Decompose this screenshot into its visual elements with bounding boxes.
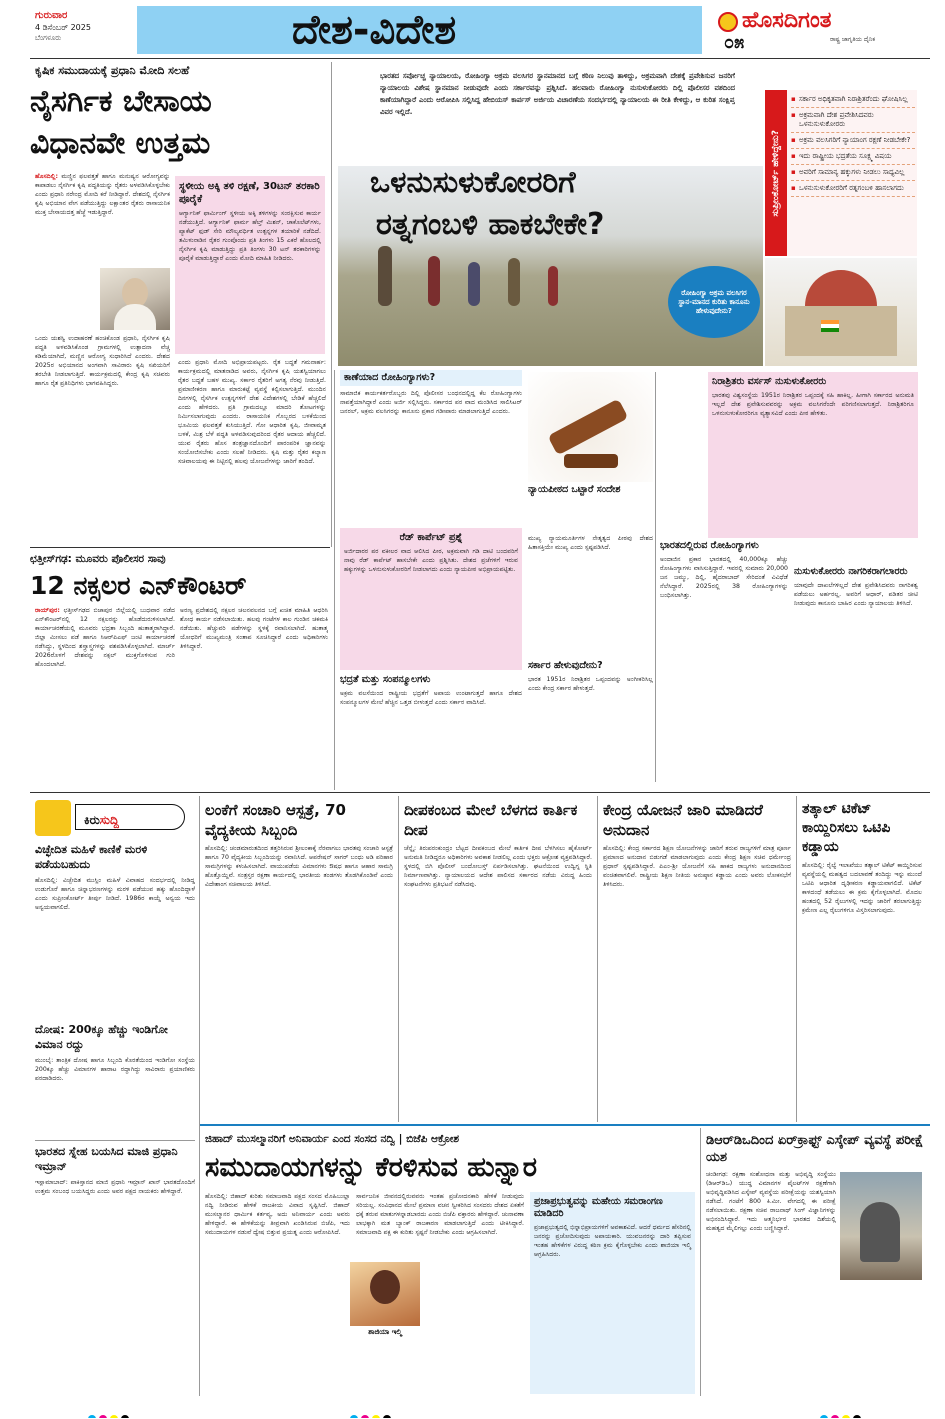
registration-marks-center — [350, 1408, 410, 1418]
drdo-title: ಡಿಆರ್‌ಡಿಒದಿಂದ ಏರ್‌ಕ್ರಾಫ್ಟ್ ಎಸ್ಕೇಪ್ ವ್ಯವಸ್ಥೆ ಪರೀಕ್ಷೆ ಯಶ — [706, 1133, 924, 1165]
sc-label: ಸುಪ್ರೀಂಕೋರ್ಟ್ ಹೇಳಿದ್ದೇನು? — [765, 90, 787, 256]
sc-point: ▪ ಒಳನುಸುಳುಕೋರರಿಗೆ ರತ್ನಗಂಬಳಿ ಹಾಸಲಾಗದು — [791, 181, 915, 197]
citizen-body: ಯಾವುದೇ ದಾಖಲೆಗಳಿಲ್ಲದೆ ದೇಶ ಪ್ರವೇಶಿಸಿದವರು ನಾಗರಿಕತ್ವ ಪಡೆಯಲು ಅರ್ಹರಲ್ಲ. ಅವರಿಗೆ ಆಧಾರ್, ಪಡಿತರ ಚೀಟಿ ನೀಡುವುದು ಕಾನೂನು ಬಾಹಿರ ಎಂದು ನ್ಯಾಯಾಲಯ ತಿಳಿಸಿದೆ. — [794, 582, 918, 607]
sc-point: ▪ ಅಕ್ರಮ ವಲಸಿಗರಿಗೆ ನ್ಯಾಯಾಂಗ ರಕ್ಷಣೆ ನೀಡಬೇಕೇ? — [791, 133, 915, 149]
drdo-photo — [840, 1172, 922, 1280]
deepa-body: ಚೆನ್ನೈ: ತಿರುಪರಂಕುಂದ್ರಂ ಬೆಟ್ಟದ ದೀಪಕಂಬದ ಮೇಲೆ ಕಾರ್ತಿಕ ದೀಪ ಬೆಳಗಿಸಲು ಹೈಕೋರ್ಟ್ ಅನುಮತಿ ನೀಡಿದ್ದರೂ ಅಧಿಕಾರಿಗಳು ಅವಕಾಶ ನೀಡಲಿಲ್ಲ ಎಂದು ಭಕ್ತರು ಆಕ್ರೋಶ ವ್ಯಕ್ತಪಡಿಸಿದ್ದಾರೆ. ಸ್ಥಳದಲ್ಲಿ ಬಿಗಿ ಪೊಲೀಸ್ ಬಂದೋಬಸ್ತ್ ಏರ್ಪಡಿಸಲಾಗಿತ್ತು. ಘಟನೆಯಿಂದ ಉದ್ವಿಗ್ನ ಸ್ಥಿತಿ ನಿರ್ಮಾಣವಾಗಿತ್ತು. ನ್ಯಾಯಾಲಯದ ಆದೇಶ ಪಾಲಿಸದ ಸರ್ಕಾರದ ನಡೆಯ ವಿರುದ್ಧ ಹಿಂದು ಸಂಘಟನೆಗಳು ಪ್ರತಿಭಟನೆ ನಡೆಸಿದವು. — [404, 845, 592, 888]
kiru-label-a: ಕಿರು — [84, 813, 100, 827]
avatar-icon — [370, 1270, 400, 1304]
jihad-body-col1: ಹೊಸದಿಲ್ಲಿ: ಜಿಹಾದ್ ಕುರಿತು ಸಮಾಜವಾದಿ ಪಕ್ಷದ ಸಂಸದ ಮೊಹಿಬುಲ್ಲಾ ನದ್ವಿ ನೀಡಿರುವ ಹೇಳಿಕೆ ರಾಜಕೀಯ ವಿವಾದ ಸೃಷ್ಟಿಸಿದೆ. ಜಿಹಾದ್ ಮುಸಲ್ಮಾನರ ಧಾರ್ಮಿಕ ಕರ್ತವ್ಯ, ಅದು ಅನಿವಾರ್ಯ ಎಂದು ಅವರು ಹೇಳಿದ್ದಾರೆ. ಈ ಹೇಳಿಕೆಯನ್ನು ತೀವ್ರವಾಗಿ ಖಂಡಿಸಿರುವ ಬಿಜೆಪಿ, ಇದು ಸಮುದಾಯಗಳ ನಡುವೆ ದ್ವೇಷ ಬಿತ್ತುವ ಪ್ರಯತ್ನ ಎಂದು ಆರೋಪಿಸಿದೆ. — [205, 1193, 350, 1236]
header-date: 4 ಡಿಸೆಂಬರ್ 2025 — [35, 23, 91, 32]
kiru-item-2-body: ಮುಂಬೈ: ತಾಂತ್ರಿಕ ದೋಷ ಹಾಗೂ ಸಿಬ್ಬಂದಿ ಕೊರತೆಯಿಂದ ಇಂಡಿಗೋ ಸಂಸ್ಥೆಯ 200ಕ್ಕೂ ಹೆಚ್ಚು ವಿಮಾನಗಳ ಹಾರಾಟ ರದ್ದಾಗಿದ್ದು ಸಾವಿರಾರು ಪ್ರಯಾಣಿಕರು ಪರದಾಡಿದರು. — [35, 1057, 195, 1082]
sc-point: ▪ ಅಕ್ರಮವಾಗಿ ದೇಶ ಪ್ರವೇಶಿಸಿದವರು ಒಳನುಸುಳುಕೋರರು — [791, 108, 915, 133]
jihad-box-title: ಪ್ರಜಾಪ್ರಭುತ್ವವನ್ನು ಮಹೇಯ ಸಮರಾಂಗಣ ಮಾಡಿದರಿ — [534, 1196, 663, 1219]
kiru-item-2-title: ದೋಷ: 200ಕ್ಕೂ ಹೆಚ್ಚು ಇಂಡಿಗೋ ವಿಮಾನ ರದ್ದು — [35, 1023, 168, 1051]
sc-point: ▪ ಸರ್ಕಾರ ಅಧಿಕೃತವಾಗಿ ನಿರಾಶ್ರಿತರೆಂದು ಘೋಷಿಸಿಲ್ಲ — [791, 92, 915, 108]
farming-sidebar-body: ಆರ್ಗ್ಯಾನಿಕ್ ಫಾರ್ಮಿಂಗ್ ಸ್ಥಳೀಯ ಅಕ್ಕಿ ತಳಿಗಳನ್ನು ಸಂರಕ್ಷಿಸುವ ಕಾರ್ಯ ನಡೆಯುತ್ತಿದೆ. ಆರ್ಗ್ಯಾನಿಕ್ ಫಾರ್ಮ ಹೆಲ್ತ್ ಮಿಶನ್, ಚಾಕೊಲೆಟ್‌ಗಳು, ಪ್ಯಾಕೆಟ್ ಫುಡ್ ಸೇರಿ ಮೌಲ್ಯವರ್ಧಿತ ಉತ್ಪನ್ನಗಳ ತಯಾರಿಕೆ ನಡೆದಿದೆ. ತಮಿಳುನಾಡಿನ ರೈತರ ಗುಂಪೊಂದು ಪ್ರತಿ ತಿಂಗಳು 15 ಎಕರೆ ಹೊಲದಲ್ಲಿ ನೈಸರ್ಗಿಕ ಕೃಷಿ ಮಾಡುತ್ತಿದ್ದು ಪ್ರತಿ ತಿಂಗಳು 30 ಟನ್ ತರಕಾರಿಗಳನ್ನು ಪೂರೈಕೆ ಮಾಡುತ್ತಿದ್ದಾರೆ ಎಂದು ಮೋದಿ ಮಾಹಿತಿ ನೀಡಿದರು. — [179, 210, 321, 262]
sc-point: ▪ ಇದು ರಾಷ್ಟ್ರೀಯ ಭದ್ರತೆಯ ಸೂಕ್ಷ್ಮ ವಿಷಯ — [791, 149, 915, 165]
india-rohingya-body: ಅಂದಾಜಿನ ಪ್ರಕಾರ ಭಾರತದಲ್ಲಿ 40,000ಕ್ಕೂ ಹೆಚ್ಚು ರೋಹಿಂಗ್ಯಾಗಳು ವಾಸಿಸುತ್ತಿದ್ದಾರೆ. ಇವರಲ್ಲಿ ಸುಮಾರು 20,000 ಜನ ಜಮ್ಮು, ದಿಲ್ಲಿ, ಹೈದರಾಬಾದ್ ಸೇರಿದಂತೆ ವಿವಿಧೆಡೆ ನೆಲೆಸಿದ್ದಾರೆ. 2025ರಲ್ಲಿ 38 ರೋಹಿಂಗ್ಯಾಗಳನ್ನು ಬಂಧಿಸಲಾಗಿತ್ತು. — [660, 556, 788, 599]
security-box — [340, 674, 522, 786]
kiru-suddi-badge — [35, 800, 185, 836]
farming-dateline: ಹೊಸದಿಲ್ಲಿ: — [35, 173, 58, 180]
sc-panel — [765, 90, 917, 256]
brand-name: ಹೊಸದಿಗಂತ — [742, 8, 832, 33]
refugee-body: ಭಾರತವು ವಿಶ್ವಸಂಸ್ಥೆಯ 1951ರ ನಿರಾಶ್ರಿತರ ಒಪ್ಪಂದಕ್ಕೆ ಸಹಿ ಹಾಕಿಲ್ಲ. ಹೀಗಾಗಿ ಸರ್ಕಾರದ ಅನುಮತಿ ಇಲ್ಲದೆ ದೇಶ ಪ್ರವೇಶಿಸುವವರನ್ನು ಅಕ್ರಮ ವಲಸಿಗರೆಂದೇ ಪರಿಗಣಿಸಲಾಗುತ್ತದೆ. ನಿರಾಶ್ರಿತರಿಗೂ ಒಳನುಸುಳುಕೋರರಿಗೂ ವ್ಯತ್ಯಾಸವಿದೆ ಎಂದು ಪೀಠ ಹೇಳಿತು. — [712, 392, 914, 417]
flag-icon — [821, 320, 839, 332]
refugee-box — [708, 372, 918, 538]
farming-sidebar — [175, 176, 325, 354]
rohingya-headline-line2: ರತ್ನಗಂಬಳಿ ಹಾಕಬೇಕೇ? — [376, 207, 605, 242]
jihad-box — [530, 1192, 695, 1394]
india-rohingya-title: ಭಾರತದಲ್ಲಿರುವ ರೋಹಿಂಗ್ಯಾಗಳು — [660, 540, 759, 551]
kiru-item-1-title: ವಿಚ್ಛೇದಿತ ಮಹಿಳೆ ಕಾಣಿಕೆ ಮರಳಿ ಪಡೆಯಬಹುದು — [35, 843, 148, 871]
farming-body-4: ಎಂದು ಪ್ರಧಾನಿ ಮೋದಿ ಅಭಿಪ್ರಾಯಪಟ್ಟರು. ರೈತ ಬದ್ಧತೆ ಗಮನಾರ್ಹ: ಕಾರ್ಯಕ್ರಮದಲ್ಲಿ ಮಾತನಾಡಿದ ಅವರು, ನೈಸರ್ಗಿಕ ಕೃಷಿ ಯಶಸ್ವಿಯಾಗಲು ರೈತರ ಬದ್ಧತೆ ಬಹಳ ಮುಖ್ಯ. ಸರ್ಕಾರ ರೈತರಿಗೆ ಅಗತ್ಯ ನೆರವು ನೀಡುತ್ತಿದೆ. ಪ್ರಮಾಣೀಕರಣ ಹಾಗೂ ಮಾರುಕಟ್ಟೆ ವ್ಯವಸ್ಥೆ ಕಲ್ಪಿಸಲಾಗುತ್ತಿದೆ. ಮುಂದಿನ ದಿನಗಳಲ್ಲಿ ನೈಸರ್ಗಿಕ ಉತ್ಪನ್ನಗಳಿಗೆ ದೇಶ ವಿದೇಶಗಳಲ್ಲಿ ಬೇಡಿಕೆ ಹೆಚ್ಚಲಿದೆ ಎಂದು ಹೇಳಿದರು. ಪ್ರತಿ ಗ್ರಾಮದಲ್ಲೂ ಮಾದರಿ ತೋಟಗಳನ್ನು ನಿರ್ಮಿಸಲಾಗುವುದು ಎಂದರು. — [178, 359, 326, 420]
tatkal-title: ತತ್ಕಾಲ್ ಟಿಕೆಟ್ ಕಾಯ್ದಿರಿಸಲು ಒಟಿಪಿ ಕಡ್ಡಾಯ — [802, 801, 891, 855]
farming-body-col2 — [178, 358, 326, 544]
red-carpet-title: ರೆಡ್ ಕಾರ್ಪೆಟ್ ಪ್ರಶ್ನೆ — [399, 532, 463, 543]
page-number: ೦೫ — [724, 32, 745, 53]
naxal-body: ಛತ್ತೀಸ್‌ಗಢದ ಬಿಜಾಪುರ ಜಿಲ್ಲೆಯಲ್ಲಿ ಬುಧವಾರ ನಡೆದ ಎನ್‌ಕೌಂಟರ್‌ನಲ್ಲಿ 12 ನಕ್ಸಲರನ್ನು ಹೊಡೆದುರುಳಿಸಲಾಗಿದೆ. ಕಾರ್ಯಾಚರಣೆಯಲ್ಲಿ ಮೂವರು ಭದ್ರತಾ ಸಿಬ್ಬಂದಿ ಹುತಾತ್ಮರಾಗಿದ್ದಾರೆ. ಜಿಲ್ಲಾ ಮೀಸಲು ಪಡೆ ಹಾಗೂ ಸಿಆರ್‌ಪಿಎಫ್ ಜಂಟಿ ಕಾರ್ಯಾಚರಣೆ ನಡೆಸಿದ್ದು, ಸ್ಥಳದಿಂದ ಶಸ್ತ್ರಾಸ್ತ್ರಗಳನ್ನು ವಶಪಡಿಸಿಕೊಳ್ಳಲಾಗಿದೆ. ಮಾರ್ಚ್ 2026ರೊಳಗೆ ದೇಶವನ್ನು ನಕ್ಸಲ್ ಮುಕ್ತಗೊಳಿಸುವ ಗುರಿ ಹೊಂದಲಾಗಿದೆ. — [35, 607, 175, 668]
judge-body: ಮುಖ್ಯ ನ್ಯಾಯಮೂರ್ತಿಗಳ ನೇತೃತ್ವದ ಪೀಠವು ದೇಶದ ಹಿತಾಸಕ್ತಿಯೇ ಮುಖ್ಯ ಎಂದು ಸ್ಪಷ್ಟಪಡಿಸಿದೆ. — [528, 535, 653, 551]
india-rohingya-box — [660, 540, 788, 780]
yojane-title: ಕೇಂದ್ರ ಯೋಜನೆ ಜಾರಿ ಮಾಡಿದರೆ ಅನುದಾನ — [603, 801, 763, 839]
brand-block — [712, 6, 932, 54]
header-date-box — [35, 10, 135, 46]
deepa-title: ದೀಪಕಂಬದ ಮೇಲೆ ಬೆಳಗದ ಕಾರ್ತಿಕ ದೀಪ — [404, 801, 578, 839]
jihad-headline: ಸಮುದಾಯಗಳನ್ನು ಕೆರಳಿಸುವ ಹುನ್ನಾರ — [205, 1152, 538, 1183]
modi-photo — [100, 268, 170, 330]
kiru-item-2 — [35, 1022, 195, 1140]
judge-box — [528, 484, 653, 530]
naxal-body-col2: ಅರಣ್ಯ ಪ್ರದೇಶದಲ್ಲಿ ನಕ್ಸಲರ ಚಲನವಲನದ ಬಗ್ಗೆ ಖಚಿತ ಮಾಹಿತಿ ಆಧರಿಸಿ ಶೋಧ ಕಾರ್ಯ ನಡೆಸಲಾಯಿತು. ಹಲವು ಗಂಟೆಗಳ ಕಾಲ ಗುಂಡಿನ ಚಕಮಕಿ ನಡೆಯಿತು. ಹೆಚ್ಚುವರಿ ಪಡೆಗಳನ್ನು ಸ್ಥಳಕ್ಕೆ ರವಾನಿಸಲಾಗಿದೆ. ಹುತಾತ್ಮ ಯೋಧರಿಗೆ ಮುಖ್ಯಮಂತ್ರಿ ಸಂತಾಪ ಸೂಚಿಸಿದ್ದಾರೆ ಎಂದು ಅಧಿಕಾರಿಗಳು ತಿಳಿಸಿದ್ದಾರೆ. — [180, 607, 328, 650]
red-carpet-box — [340, 528, 522, 670]
missing-body: ಸಾಮಾಜಿಕ ಕಾರ್ಯಕರ್ತರೊಬ್ಬರು ದಿಲ್ಲಿ ಪೊಲೀಸರ ಬಂಧನದಲ್ಲಿದ್ದ ಕೆಲ ರೋಹಿಂಗ್ಯಾಗಳು ನಾಪತ್ತೆಯಾಗಿದ್ದಾರೆ ಎಂದು ಅರ್ಜಿ ಸಲ್ಲಿಸಿದ್ದರು. ಸರ್ಕಾರದ ಪರ ವಾದ ಮಂಡಿಸಿದ ಸಾಲಿಸಿಟರ್ ಜನರಲ್, ಅಕ್ರಮ ವಲಸಿಗರನ್ನು ಕಾನೂನು ಪ್ರಕಾರ ಗಡೀಪಾರು ಮಾಡಲಾಗುತ್ತಿದೆ ಎಂದರು. — [340, 390, 522, 415]
hand-icon — [35, 800, 71, 836]
govt-body: ಭಾರತ 1951ರ ನಿರಾಶ್ರಿತರ ಒಪ್ಪಂದವನ್ನು ಅಂಗೀಕರಿಸಿಲ್ಲ ಎಂದು ಕೇಂದ್ರ ಸರ್ಕಾರ ಹೇಳುತ್ತದೆ. — [528, 676, 653, 692]
sc-point: ▪ ಅವರಿಗೆ ಸಾಮಾನ್ಯ ಹಕ್ಕುಗಳು ನೀಡಲು ಸಾಧ್ಯವಿಲ್ಲ — [791, 165, 915, 181]
security-title: ಭದ್ರತೆ ಮತ್ತು ಸಂಪನ್ಮೂಲಗಳು — [340, 674, 431, 685]
judge-title: ನ್ಯಾಯಪೀಠದ ಒಟ್ಟಾರೆ ಸಂದೇಶ — [528, 484, 621, 495]
rohingya-question-bubble — [668, 266, 760, 338]
registration-marks-left — [88, 1408, 148, 1418]
farming-body-1: ಮಣ್ಣಿನ ಫಲವತ್ತತೆ ಹಾಗೂ ಮನುಷ್ಯನ ಆರೋಗ್ಯವನ್ನು ಕಾಪಾಡಲು ನೈಸರ್ಗಿಕ ಕೃಷಿ ಪದ್ಧತಿಯನ್ನು ರೈತರು ಅಳವಡಿಸಿಕೊಳ್ಳಬೇಕು ಎಂದು ಪ್ರಧಾನಿ ನರೇಂದ್ರ ಮೋದಿ ಕರೆ ನೀಡಿದ್ದಾರೆ. ದೇಶದಲ್ಲಿ ನೈಸರ್ಗಿಕ ಕೃಷಿ ಅಭಿಯಾನ ವೇಗ ಪಡೆಯುತ್ತಿದ್ದು ಲಕ್ಷಾಂತರ ರೈತರು ರಾಸಾಯನಿಕ ಮುಕ್ತ ಬೇಸಾಯದತ್ತ ಹೆಜ್ಜೆ ಇಡುತ್ತಿದ್ದಾರೆ. — [35, 173, 170, 216]
shazia-caption: ಶಾಜಿಯಾ ಇಲ್ಮಿ — [368, 1328, 402, 1336]
security-body: ಅಕ್ರಮ ವಲಸೆಯಿಂದ ರಾಷ್ಟ್ರೀಯ ಭದ್ರತೆಗೆ ಅಪಾಯ ಉಂಟಾಗುತ್ತದೆ ಹಾಗೂ ದೇಶದ ಸಂಪನ್ಮೂಲಗಳ ಮೇಲೆ ಹೆಚ್ಚಿನ ಒತ್ತಡ ಬೀಳುತ್ತದೆ ಎಂದು ಸರ್ಕಾರ ವಾದಿಸಿದೆ. — [340, 690, 522, 706]
citizen-box — [794, 566, 918, 780]
sc-points — [791, 92, 915, 197]
farming-kicker: ಕೃಷಿಕ ಸಮುದಾಯಕ್ಕೆ ಪ್ರಧಾನಿ ಮೋದಿ ಸಲಹೆ — [35, 64, 190, 77]
header-divider — [30, 58, 930, 59]
farming-headline-line2: ವಿಧಾನವೇ ಉತ್ತಮ — [30, 126, 211, 161]
drdo-body: ಚಂಡೀಗಢ: ರಕ್ಷಣಾ ಸಂಶೋಧನಾ ಮತ್ತು ಅಭಿವೃದ್ಧಿ ಸಂಸ್ಥೆಯು (ಡಿಆರ್‌ಡಿಒ) ಯುದ್ಧ ವಿಮಾನಗಳ ಪೈಲಟ್‌ಗಳ ರಕ್ಷಣೆಗಾಗಿ ಅಭಿವೃದ್ಧಿಪಡಿಸಿದ ಎಸ್ಕೇಪ್ ವ್ಯವಸ್ಥೆಯ ಪರೀಕ್ಷೆಯನ್ನು ಯಶಸ್ವಿಯಾಗಿ ನಡೆಸಿದೆ. ಗಂಟೆಗೆ 800 ಕಿ.ಮೀ. ವೇಗದಲ್ಲಿ ಈ ಪರೀಕ್ಷೆ ನಡೆಸಲಾಯಿತು. ರಕ್ಷಣಾ ಸಚಿವ ರಾಜನಾಥ್ ಸಿಂಗ್ ವಿಜ್ಞಾನಿಗಳನ್ನು ಅಭಿನಂದಿಸಿದ್ದಾರೆ. ಇದು ಆತ್ಮನಿರ್ಭರ ಭಾರತದ ದಿಶೆಯಲ್ಲಿ ಮಹತ್ವದ ಮೈಲಿಗಲ್ಲು ಎಂದು ಬಣ್ಣಿಸಿದ್ದಾರೆ. — [706, 1171, 836, 1232]
red-carpet-body: ಅರ್ಜಿದಾರರ ಪರ ವಕೀಲರ ವಾದ ಆಲಿಸಿದ ಪೀಠ, ಅಕ್ರಮವಾಗಿ ಗಡಿ ದಾಟಿ ಬಂದವರಿಗೆ ನಾವು ರೆಡ್ ಕಾರ್ಪೆಟ್ ಹಾಸಬೇಕೇ ಎಂದು ಪ್ರಶ್ನಿಸಿತು. ದೇಶದ ಪ್ರಜೆಗಳಿಗೆ ಇರುವ ಹಕ್ಕುಗಳನ್ನು ಒಳನುಸುಳುಕೋರರಿಗೆ ನೀಡಲಾಗದು ಎಂದು ನ್ಯಾಯಪೀಠ ಅಭಿಪ್ರಾಯಪಟ್ಟಿತು. — [344, 548, 518, 573]
farming-headline-line1: ನೈಸರ್ಗಿಕ ಬೇಸಾಯ — [30, 84, 212, 119]
naxal-dateline: ರಾಯ್‌ಪುರ: — [35, 607, 60, 614]
missing-title: ಕಾಣೆಯಾದ ರೋಹಿಂಗ್ಯಾಗಳು? — [340, 370, 522, 386]
farming-body-3: ರಾಸಾಯನಿಕ ಗೊಬ್ಬರದ ಬಳಕೆಯಿಂದ ಭೂಮಿಯ ಫಲವತ್ತತೆ ಕುಸಿಯುತ್ತಿದೆ. ಗೋ ಆಧಾರಿತ ಕೃಷಿ, ಜೀವಾಮೃತ ಬಳಕೆ, ಮಿಶ್ರ ಬೆಳೆ ಪದ್ಧತಿ ಅಳವಡಿಸುವುದರಿಂದ ರೈತರ ಆದಾಯ ಹೆಚ್ಚಲಿದೆ. ಯುವ ರೈತರು ಹೊಸ ತಂತ್ರಜ್ಞಾನದೊಂದಿಗೆ ಪಾರಂಪರಿಕ ಜ್ಞಾನವನ್ನು ಸಂಯೋಜಿಸಬೇಕು ಎಂದು ಸಲಹೆ ನೀಡಿದರು. ಕೃಷಿ ಮತ್ತು ರೈತರ ಕಲ್ಯಾಣ ಸಚಿವಾಲಯವು ಈ ನಿಟ್ಟಿನಲ್ಲಿ ಹಲವು ಯೋಜನೆಗಳನ್ನು ಜಾರಿಗೆ ತಂದಿದೆ. — [178, 413, 326, 465]
kiru-item-3 — [35, 1144, 195, 1394]
lanka-body: ಹೊಸದಿಲ್ಲಿ: ಚಂಡಮಾರುತದಿಂದ ತತ್ತರಿಸಿರುವ ಶ್ರೀಲಂಕಾಕ್ಕೆ ನೆರವಾಗಲು ಭಾರತವು ಸಂಚಾರಿ ಆಸ್ಪತ್ರೆ ಹಾಗೂ 70 ವೈದ್ಯಕೀಯ ಸಿಬ್ಬಂದಿಯನ್ನು ರವಾನಿಸಿದೆ. ಆಪರೇಷನ್ ಸಾಗರ್ ಬಂಧು ಅಡಿ ಪರಿಹಾರ ಸಾಮಗ್ರಿಗಳನ್ನು ಕಳುಹಿಸಲಾಗಿದೆ. ವಾಯುಪಡೆಯ ವಿಮಾನಗಳು ಔಷಧ ಹಾಗೂ ಆಹಾರ ಸಾಮಗ್ರಿ ಹೊತ್ತೊಯ್ದಿವೆ. ಸಂತ್ರಸ್ತರ ರಕ್ಷಣಾ ಕಾರ್ಯದಲ್ಲಿ ಭಾರತೀಯ ತಂಡಗಳು ತೊಡಗಿಕೊಂಡಿವೆ ಎಂದು ವಿದೇಶಾಂಗ ಸಚಿವಾಲಯ ತಿಳಿಸಿದೆ. — [205, 845, 393, 888]
kiru-item-3-title: ಭಾರತದ ಸ್ನೇಹ ಬಯಸಿದ ಮಾಜಿ ಪ್ರಧಾನಿ ಇಮ್ರಾನ್ — [35, 1145, 178, 1173]
kiru-item-3-body: ಇಸ್ಲಾಮಾಬಾದ್: ಪಾಕಿಸ್ತಾನದ ಮಾಜಿ ಪ್ರಧಾನಿ ಇಮ್ರಾನ್ ಖಾನ್ ಭಾರತದೊಂದಿಗೆ ಉತ್ತಮ ಸಂಬಂಧ ಬಯಸಿದ್ದರು ಎಂದು ಅವರ ಪಕ್ಷದ ನಾಯಕರು ಹೇಳಿದ್ದಾರೆ. — [35, 1179, 195, 1195]
missing-box — [340, 370, 522, 542]
farming-sidebar-title: ಸ್ಥಳೀಯ ಅಕ್ಕಿ ತಳಿ ರಕ್ಷಣೆ, 30ಟನ್ ತರಕಾರಿ ಪೂರೈಕೆ — [179, 181, 320, 205]
gavel-photo — [528, 372, 653, 482]
yojane-story — [603, 800, 791, 1120]
shazia-photo — [350, 1262, 420, 1326]
kiru-item-1 — [35, 842, 195, 1020]
aircraft-icon — [860, 1202, 900, 1262]
supreme-court-photo — [765, 258, 917, 366]
lanka-title: ಲಂಕೆಗೆ ಸಂಚಾರಿ ಆಸ್ಪತ್ರೆ, 70 ವೈದ್ಯಕೀಯ ಸಿಬ್ಬಂದಿ — [205, 801, 346, 839]
brand-tagline: ರಾಷ್ಟ್ರ ಜಾಗೃತಿಯ ದೈನಿಕ — [830, 36, 876, 43]
lanka-story — [205, 800, 393, 1120]
deepa-story — [404, 800, 592, 1120]
registration-marks-right — [820, 1408, 880, 1418]
refugee-title: ನಿರಾಶ್ರಿತರು ವರ್ಸಸ್ ನುಸುಳುಕೋರರು — [712, 376, 827, 387]
rohingya-bubble-text: ರೋಹಿಂಗ್ಯಾ ಅಕ್ರಮ ವಲಸಿಗರ ಸ್ಥಾನ-ಮಾನದ ಕುರಿತು ಕಾನೂನು ಹೇಳುವುದೇನು? — [678, 288, 750, 315]
header-city: ಬೆಂಗಳೂರು — [35, 34, 62, 42]
section-title-bar — [137, 6, 702, 54]
tatkal-story — [802, 800, 922, 1120]
kiru-label-b: ಸುದ್ದಿ — [99, 813, 119, 827]
naxal-kicker: ಛತ್ತೀಸ್‌ಗಢ: ಮೂವರು ಪೊಲೀಸರ ಸಾವು — [30, 553, 166, 565]
kiru-item-1-body: ಹೊಸದಿಲ್ಲಿ: ವಿಚ್ಛೇದಿತ ಮುಸ್ಲಿಂ ಮಹಿಳೆ ವಿವಾಹದ ಸಂದರ್ಭದಲ್ಲಿ ನೀಡಿದ್ದ ಉಡುಗೊರೆ ಹಾಗೂ ಚಿನ್ನಾಭರಣಗಳನ್ನು ಮರಳಿ ಪಡೆಯುವ ಹಕ್ಕು ಹೊಂದಿದ್ದಾಳೆ ಎಂದು ಸುಪ್ರೀಂಕೋರ್ಟ್ ತೀರ್ಪು ನೀಡಿದೆ. 1986ರ ಕಾಯ್ದೆ ಅನ್ವಯ ಇದು ಅನ್ವಯವಾಗಲಿದೆ. — [35, 877, 195, 911]
header-day: ಗುರುವಾರ — [35, 10, 68, 21]
govt-title: ಸರ್ಕಾರ ಹೇಳುವುದೇನು? — [528, 660, 603, 671]
rohingya-intro: ಭಾರತದ ಸರ್ವೋಚ್ಚ ನ್ಯಾಯಾಲಯ, ರೋಹಿಂಗ್ಯಾ ಅಕ್ರಮ ವಲಸಿಗರ ಸ್ಥಾನಮಾನದ ಬಗ್ಗೆ ಕಠಿಣ ನಿಲುವು ತಾಳಿದ್ದು, ಅಕ್ರಮವಾಗಿ ದೇಶಕ್ಕೆ ಪ್ರವೇಶಿಸುವ ಜನರಿಗೆ ನ್ಯಾಯಾಲಯ ವಿಶೇಷ ಸ್ಥಾನಮಾನ ನೀಡುವುದೇ ಎಂದು ಸರ್ಕಾರವನ್ನು ಪ್ರಶ್ನಿಸಿದೆ. ಹಲವಾರು ರೋಹಿಂಗ್ಯಾ ನುಸುಳುಕೋರರು ದಿಲ್ಲಿ ಪೊಲೀಸರ ವಶದಿಂದ ಕಾಣೆಯಾಗಿದ್ದಾರೆ ಎಂದು ಆರೋಪಿಸಿ ಸಲ್ಲಿಸಿದ್ದ ಹೇಬಿಯಸ್ ಕಾರ್ಪಸ್ ಅರ್ಜಿಯ ವಿಚಾರಣೆಯ ಸಂದರ್ಭದಲ್ಲಿ ನ್ಯಾಯಾಲಯ ಈ ರೀತಿ ಕೇಳಿದ್ದು, ಆ ಕುರಿತ ಸಂಕ್ಷಿಪ್ತ ವಿವರ ಇಲ್ಲಿದೆ. — [380, 72, 735, 116]
tatkal-body: ಹೊಸದಿಲ್ಲಿ: ರೈಲ್ವೆ ಇಲಾಖೆಯು ತತ್ಕಾಲ್ ಟಿಕೆಟ್ ಕಾಯ್ದಿರಿಸುವ ವ್ಯವಸ್ಥೆಯಲ್ಲಿ ಮಹತ್ವದ ಬದಲಾವಣೆ ತಂದಿದ್ದು ಇನ್ನು ಮುಂದೆ ಒಟಿಪಿ ಆಧಾರಿತ ದೃಢೀಕರಣ ಕಡ್ಡಾಯವಾಗಲಿದೆ. ಟಿಕೆಟ್ ಕಾಳದಂಧೆ ತಡೆಯಲು ಈ ಕ್ರಮ ಕೈಗೊಳ್ಳಲಾಗಿದೆ. ಮೊದಲ ಹಂತದಲ್ಲಿ 52 ರೈಲುಗಳಲ್ಲಿ ಇದನ್ನು ಜಾರಿಗೆ ತರಲಾಗುತ್ತಿದ್ದು ಕ್ರಮೇಣ ಎಲ್ಲ ರೈಲುಗಳಿಗೂ ವಿಸ್ತರಿಸಲಾಗುವುದು. — [802, 862, 922, 914]
naxal-body-col1 — [35, 606, 175, 788]
rohingya-headline-line1: ಒಳನುಸುಳುಕೋರರಿಗೆ — [370, 165, 576, 200]
naxal-headline: 12 ನಕ್ಸಲರ ಎನ್‌ಕೌಂಟರ್ — [30, 571, 247, 600]
section-title: ದೇಶ-ವಿದೇಶ — [292, 7, 457, 53]
jihad-body-col2: ಸಾರ್ವಜನಿಕ ಜೀವನದಲ್ಲಿರುವವರು ಇಂತಹ ಪ್ರಚೋದನಕಾರಿ ಹೇಳಿಕೆ ನೀಡುವುದು ಸರಿಯಲ್ಲ. ಸಂವಿಧಾನದ ಮೇಲೆ ಪ್ರಮಾಣ ವಚನ ಸ್ವೀಕರಿಸಿದ ಸಂಸದರು ದೇಶದ ಏಕತೆಗೆ ಧಕ್ಕೆ ತರುವ ಮಾತುಗಳನ್ನಾಡಬಾರದು ಎಂದು ಬಿಜೆಪಿ ವಕ್ತಾರರು ಹೇಳಿದ್ದಾರೆ. ಚುನಾವಣಾ ಲಾಭಕ್ಕಾಗಿ ಮತ ಬ್ಯಾಂಕ್ ರಾಜಕಾರಣ ಮಾಡಲಾಗುತ್ತಿದೆ ಎಂದು ಟೀಕಿಸಿದ್ದಾರೆ. ಸಮಾಜವಾದಿ ಪಕ್ಷ ಈ ಕುರಿತು ಸ್ಪಷ್ಟನೆ ನೀಡಬೇಕು ಎಂದು ಆಗ್ರಹಿಸಲಾಗಿದೆ. — [356, 1193, 524, 1236]
jihad-box-body: ಪ್ರಜಾಪ್ರಭುತ್ವದಲ್ಲಿ ಭಿನ್ನಾಭಿಪ್ರಾಯಗಳಿಗೆ ಅವಕಾಶವಿದೆ. ಆದರೆ ಧರ್ಮದ ಹೆಸರಿನಲ್ಲಿ ಜನರನ್ನು ಪ್ರಚೋದಿಸುವುದು ಅಪಾಯಕಾರಿ. ಯುವಜನರನ್ನು ದಾರಿ ತಪ್ಪಿಸುವ ಇಂತಹ ಹೇಳಿಕೆಗಳ ವಿರುದ್ಧ ಕಠಿಣ ಕ್ರಮ ಕೈಗೊಳ್ಳಬೇಕು ಎಂದು ಶಾಜಿಯಾ ಇಲ್ಮಿ ಆಗ್ರಹಿಸಿದರು. — [534, 1224, 691, 1258]
yojane-body: ಹೊಸದಿಲ್ಲಿ: ಕೇಂದ್ರ ಸರ್ಕಾರದ ಶಿಕ್ಷಣ ಯೋಜನೆಗಳನ್ನು ಜಾರಿಗೆ ತರುವ ರಾಜ್ಯಗಳಿಗೆ ಮಾತ್ರ ಪೂರ್ಣ ಪ್ರಮಾಣದ ಅನುದಾನ ಬಿಡುಗಡೆ ಮಾಡಲಾಗುವುದು ಎಂದು ಕೇಂದ್ರ ಶಿಕ್ಷಣ ಸಚಿವ ಧರ್ಮೇಂದ್ರ ಪ್ರಧಾನ್ ಸ್ಪಷ್ಟಪಡಿಸಿದ್ದಾರೆ. ಪಿಎಂ-ಶ್ರೀ ಯೋಜನೆಗೆ ಸಹಿ ಹಾಕದ ರಾಜ್ಯಗಳು ಅನುದಾನದಿಂದ ವಂಚಿತವಾಗಲಿವೆ. ರಾಷ್ಟ್ರೀಯ ಶಿಕ್ಷಣ ನೀತಿಯ ಅನುಷ್ಠಾನ ಕಡ್ಡಾಯ ಎಂದು ಅವರು ಲೋಕಸಭೆಗೆ ತಿಳಿಸಿದರು. — [603, 845, 791, 888]
citizen-title: ನುಸುಳುಕೋರರು ನಾಗರಿಕರಾಗಲಾರರು — [794, 566, 908, 577]
gavel-icon — [548, 399, 629, 456]
brand-logo-icon — [718, 12, 738, 32]
farming-body-2: ಒಂದು ಯಶಸ್ವಿ ಉದಾಹರಣೆ ಹಂಚಿಕೊಂಡ ಪ್ರಧಾನಿ, ನೈಸರ್ಗಿಕ ಕೃಷಿ ಪದ್ಧತಿ ಅಳವಡಿಸಿಕೊಂಡ ಗ್ರಾಮಗಳಲ್ಲಿ ಉತ್ಪಾದನಾ ವೆಚ್ಚ ಕಡಿಮೆಯಾಗಿದೆ, ಮಣ್ಣಿನ ಆರೋಗ್ಯ ಸುಧಾರಿಸಿದೆ ಎಂದರು. ದೇಶದ 2025ರ ಅಭಿಯಾನದ ಅಂಗವಾಗಿ ಸಾವಿರಾರು ಕೃಷಿ ಸಖಿಯರಿಗೆ ತರಬೇತಿ ನೀಡಲಾಗುತ್ತಿದೆ. ಕಾರ್ಯಕ್ರಮದಲ್ಲಿ ಕೇಂದ್ರ ಕೃಷಿ ಸಚಿವರು ಹಾಗೂ ರೈತ ಪ್ರತಿನಿಧಿಗಳು ಭಾಗವಹಿಸಿದ್ದರು. — [35, 335, 170, 387]
govt-box — [528, 660, 653, 780]
farming-body-col1b — [35, 334, 170, 544]
jihad-kicker: ಜಿಹಾದ್ ಮುಸಲ್ಮಾನರಿಗೆ ಅನಿವಾರ್ಯ ಎಂದ ಸಂಸದ ನದ್ವಿ | ಬಿಜೆಪಿ ಆಕ್ರೋಶ — [205, 1133, 460, 1145]
